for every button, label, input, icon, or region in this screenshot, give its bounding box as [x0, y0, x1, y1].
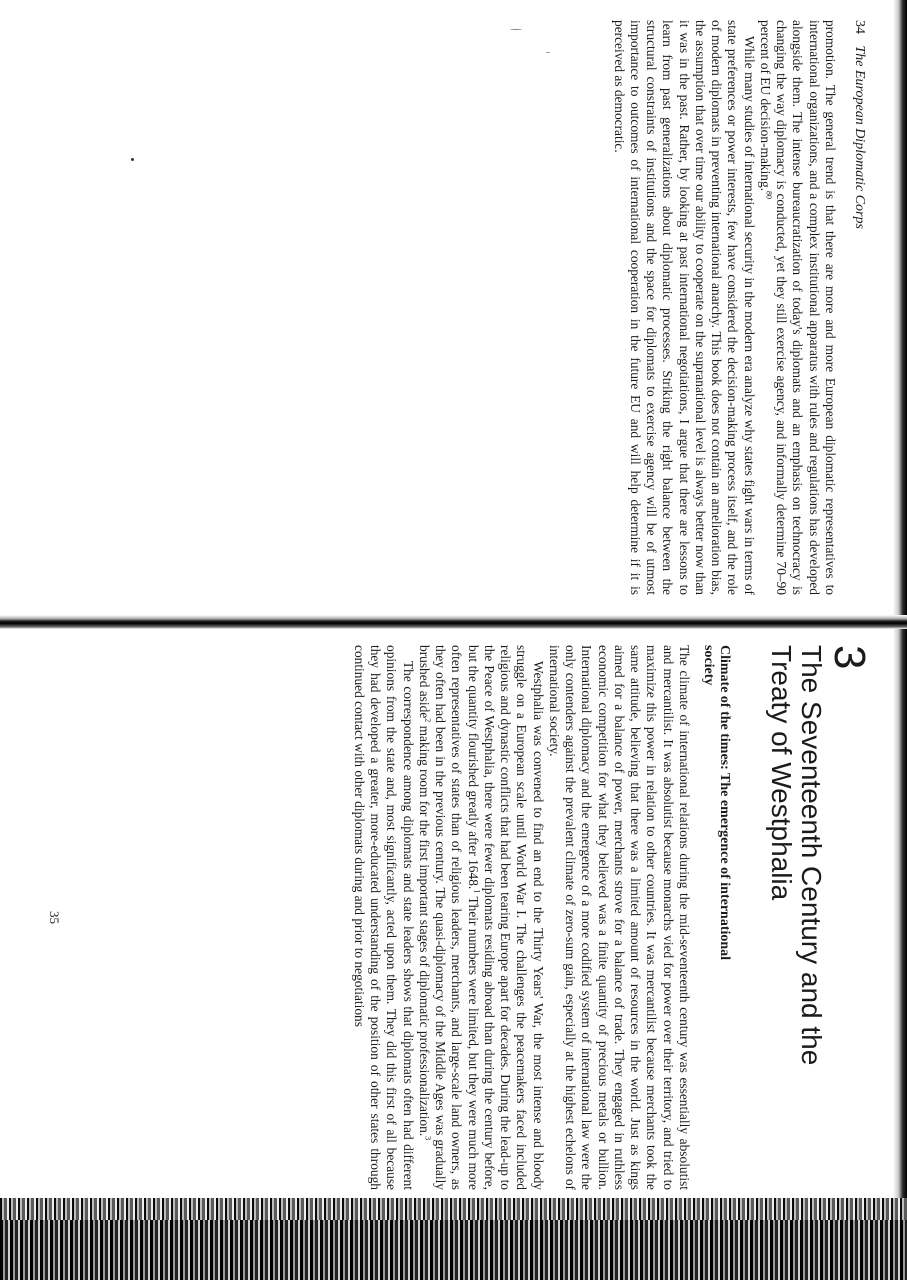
right-page-body: [351, 645, 692, 1190]
chapter-title: The Seventeenth Century and the Treaty of Westphalia: [766, 645, 827, 1066]
footnote-ref: 3: [423, 1136, 433, 1141]
page-number: 34: [852, 20, 867, 34]
scan-edge-shadow: [893, 0, 907, 1198]
paragraph: promotion. The general trend is that there are more and more European diplomatic representatives to international organizations, and a complex institutional apparatus with rules and regulations has developed alongside them. The intense bureaucratization of today's diplomats and an emphasis on technocracy is changing the way diplomacy is conducted, yet they still exercise agency, and informally determine 70–90 percent of EU decision-making.$^{80}$: [758, 20, 838, 595]
dust-speck: [131, 158, 134, 161]
running-head-title: The European Diplomatic Corps: [852, 45, 867, 229]
dust-speck: [510, 29, 522, 30]
left-page-body: [611, 20, 839, 595]
footnote-ref: 80: [764, 191, 774, 200]
chapter-heading: [766, 645, 874, 1190]
section-heading: Climate of the times: The emergence of international society: [701, 645, 732, 961]
paragraph: While many studies of international security in the modern era analyze why states fight wars in terms of state preferences or power interests, few have considered the decision-making process itself, and the role of modern diplomats in preventing international anarchy. This book does not contain an amelioration bias, the assumption that over time our ability to cooperate on the supranational level is always better now than it was in the past. Rather, by looking at past international negotiations, I argue that there are lessons to learn from past generalizations about diplomatic processes. Striking the right balance between the structural constraints of institutions and the space for diplomats to exercise agency will be of utmost importance to outcomes of international cooperation in the future EU and will help determine if it is perceived as democratic.: [611, 20, 757, 595]
paragraph: The correspondence among diplomats and state leaders shows that diplomats often had different opinions from the state and, most significantly, acted upon them. They did this first of all because they had developed a greater, more-educated understanding of the position of other states through continued contact with other diplomats during and prior to negotiations: [352, 645, 416, 1190]
footnote-ref: 1: [472, 889, 482, 894]
left-page: [530, 20, 870, 595]
right-page: [40, 645, 874, 1190]
running-head: [848, 20, 870, 595]
book-gutter: [0, 615, 907, 629]
chapter-number: 3: [825, 645, 874, 670]
footnote-ref: 2: [423, 718, 433, 723]
paragraph: Westphalia was convened to find an end to the Thirty Years' War, the most intense and bloody struggle on a European scale until World War I. The challenges the peacemakers faced included religious and dynastic conflicts that had been tearing Europe apart for decades. During the lead-up to the Peace of Westphalia, there were fewer diplomats residing abroad than during the century before, but the quantity flourished greatly after 1648.$^1$ Their numbers were limited, but they were much more often representatives of states than of religious leaders, merchants, and large-scale land owners, as they often had been in the previous century. The quasi-diplomacy of the Middle Ages was gradually brushed aside$^2$ making room for the first important stages of diplomatic professionalization.$^3$: [417, 645, 546, 1190]
scanner-edge: [0, 1198, 907, 1280]
page-number: 35: [47, 911, 62, 924]
paragraph: The climate of international relations during the mid-seventeenth century was essentially absolutist and mercantilist. It was absolutist because monarchs vied for power over their territory, and tried to maximize this power in relation to other countries. It was mercantilist because merchants took the same attitude, believing that there was a limited amount of resources in the world. Just as kings aimed for a balance of power, merchants strove for a balance of trade. They engaged in ruthless economic competition for what they believed was a finite quantity of precious metals or bullion. International diplomacy and the emergence of a more codified system of international law were the only contenders against the prevalent climate of zero-sum gain, especially at the highest echelons of international society.: [547, 645, 692, 1190]
